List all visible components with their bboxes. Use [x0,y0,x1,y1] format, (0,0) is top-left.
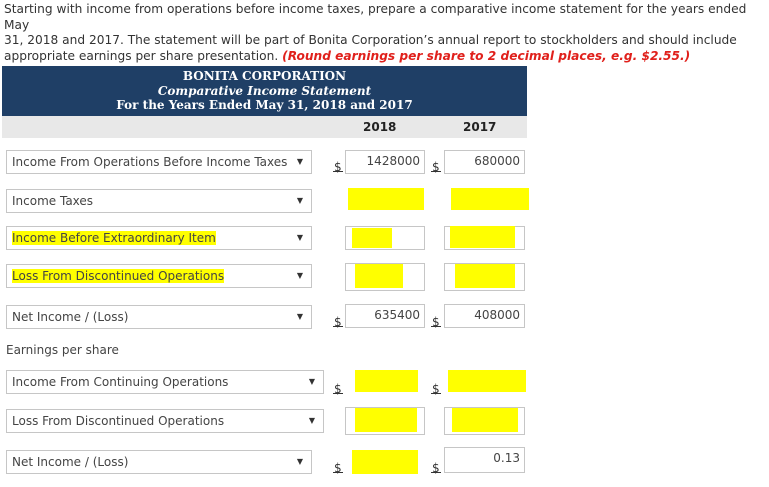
row-5-account-label: Net Income / (Loss) [12,310,129,324]
chevron-down-icon: ▼ [308,416,315,425]
year-header-bar [2,116,527,138]
eps-2-account-label: Loss From Discontinued Operations [12,414,225,428]
row-5-currency-2017: $ [432,315,440,329]
row-5-account-select[interactable] [6,305,312,329]
eps-3-currency-2017: $ [432,461,440,475]
row-3-account-select[interactable] [6,226,312,250]
eps-1-input-2018[interactable] [355,370,418,392]
eps-1-account-label: Income From Continuing Operations [12,375,229,389]
row-4-account-label: Loss From Discontinued Operations [12,269,225,283]
chevron-down-icon: ▼ [296,196,303,205]
row-1-currency-2018: $ [334,160,342,174]
row-3-account-label: Income Before Extraordinary Item [12,231,216,245]
row-1-account-label: Income From Operations Before Income Taxes [12,155,288,169]
row-1-input-2018[interactable]: 1428000 [345,150,425,174]
eps-3-input-2018[interactable] [352,450,418,474]
eps-3-account-select[interactable] [6,450,312,474]
row-1-input-2017[interactable]: 680000 [444,150,525,174]
year-2017-label: 2017 [463,120,497,134]
eps-1-currency-2017: $ [432,382,440,396]
instructions [4,2,764,64]
row-2-account-select[interactable] [6,189,312,213]
row-5-input-2017[interactable]: 408000 [444,304,525,328]
row-5-input-2018[interactable]: 635400 [345,304,425,328]
eps-1-account-select[interactable] [6,370,324,394]
company-name: BONITA CORPORATION [182,69,347,83]
statement-title: Comparative Income Statement [157,83,372,98]
instructions-line-1: Starting with income from operations before income taxes, prepare a comparative income statement for the years ended May [4,2,747,32]
eps-1-currency-2018: $ [334,382,342,396]
chevron-down-icon: ▼ [308,377,315,386]
instructions-line-3: appropriate earnings per share presentation. [4,48,283,63]
statement-period: For the Years Ended May 31, 2018 and 2017 [116,98,413,112]
chevron-down-icon: ▼ [296,233,303,242]
row-5-currency-2018: $ [334,315,342,329]
row-4-account-select[interactable] [6,264,312,288]
instructions-line-2: 31, 2018 and 2017. The statement will be part of Bonita Corporation’s annual report to stockholders and should include [4,33,737,47]
rounding-note: (Round earnings per share to 2 decimal places, e.g. $2.55.) [282,48,691,63]
chevron-down-icon: ▼ [296,312,303,321]
row-2-account-label: Income Taxes [12,194,94,208]
eps-3-currency-2018: $ [334,461,342,475]
chevron-down-icon: ▼ [296,157,303,166]
chevron-down-icon: ▼ [296,457,303,466]
eps-1-input-2017[interactable] [448,370,526,392]
statement-header [2,66,527,116]
year-2018-label: 2018 [363,120,397,134]
eps-2-account-select[interactable] [6,409,324,433]
row-2-input-2018[interactable] [348,188,424,210]
row-1-account-select[interactable] [6,150,312,174]
row-2-input-2017[interactable] [451,188,529,210]
eps-heading: Earnings per share [6,343,119,357]
chevron-down-icon: ▼ [296,271,303,280]
row-1-currency-2017: $ [432,160,440,174]
eps-3-input-2017[interactable]: 0.13 [444,447,525,473]
eps-3-account-label: Net Income / (Loss) [12,455,129,469]
